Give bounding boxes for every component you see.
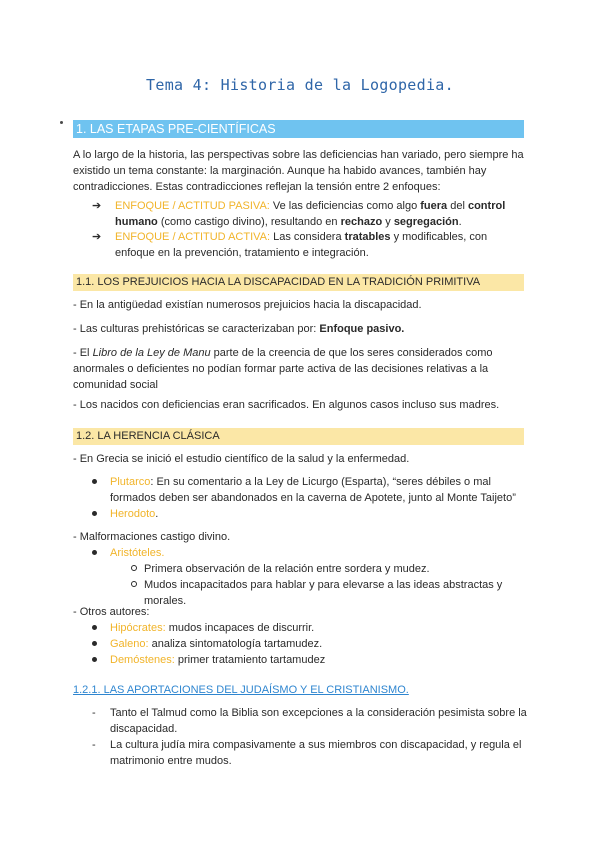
bold-text: tratables	[344, 231, 391, 243]
bullet-icon	[92, 511, 97, 516]
author-label: Hipócrates:	[110, 622, 166, 634]
text: mudos incapaces de discurrir.	[165, 622, 315, 634]
text: Las considera	[270, 231, 345, 243]
paragraph	[73, 345, 528, 393]
text: - Las culturas prehistóricas se caracterizaban por:	[73, 323, 320, 335]
author-label: Galeno:	[110, 638, 149, 650]
circle-bullet-icon	[131, 565, 137, 571]
text: analiza sintomatología tartamudez.	[148, 638, 323, 650]
text: y modificables, con enfoque en la prevención, tratamiento e integración.	[115, 231, 488, 259]
bullet-icon	[92, 550, 97, 555]
section-heading-1: 1. LAS ETAPAS PRE-CIENTÍFICAS	[73, 120, 524, 138]
section-heading-1-2-1: 1.2.1. LAS APORTACIONES DEL JUDAÍSMO Y EL CRISTIANISMO.	[73, 684, 409, 696]
circle-bullet-icon	[131, 581, 137, 587]
paragraph: - Malformaciones castigo divino.	[73, 531, 231, 543]
author-label: Herodoto	[110, 508, 156, 520]
text: Tanto el Talmud como la Biblia son excepciones a la consideración pesimista sobre la discapacidad.	[110, 707, 527, 735]
text: del	[447, 200, 468, 212]
bold-text: rechazo	[340, 216, 383, 228]
bullet-dot-icon	[60, 121, 63, 124]
bullet-icon	[92, 657, 97, 662]
text: .	[155, 508, 159, 520]
bullet-icon	[92, 479, 97, 484]
list-item	[92, 737, 528, 769]
paragraph: - En Grecia se inició el estudio científico de la salud y la enfermedad.	[73, 453, 410, 465]
arrow-icon: ➔	[92, 231, 102, 243]
list-item-herodoto	[92, 506, 528, 522]
paragraph: - En la antigüedad existían numerosos prejuicios hacia la discapacidad.	[73, 299, 422, 311]
text: Ve las deficiencias como algo	[269, 200, 421, 212]
section-heading-1-1: 1.1. LOS PREJUICIOS HACIA LA DISCAPACIDAD EN LA TRADICIÓN PRIMITIVA	[73, 274, 524, 291]
text: : En su comentario a la Ley de Licurgo (Esparta), “seres débiles o mal formados deben ser abandonados en la caverna de Apotete, junto al Monte Taijeto”	[110, 476, 516, 504]
approach-active-label: ENFOQUE / ACTITUD ACTIVA:	[115, 231, 271, 243]
text: .	[458, 216, 462, 228]
text: parte de la creencia de que los seres considerados como anormales o deficientes no podían formar parte activa de las decisiones relativas a la comunidad social	[73, 347, 493, 391]
dash-bullet-icon: -	[92, 707, 96, 719]
page-title: Tema 4: Historia de la Logopedia.	[146, 76, 454, 94]
approach-active	[92, 229, 528, 261]
text: La cultura judía mira compasivamente a sus miembros con discapacidad, y regula el matrimonio entre mudos.	[110, 739, 522, 767]
bold-text: fuera	[420, 200, 448, 212]
list-item-author	[92, 652, 528, 668]
bullet-icon	[92, 625, 97, 630]
bullet-icon	[92, 641, 97, 646]
text: y	[382, 216, 394, 228]
author-label: Demóstenes:	[110, 654, 175, 666]
paragraph: - Otros autores:	[73, 606, 150, 618]
sub-list-item	[131, 561, 531, 577]
text: - El	[73, 347, 93, 359]
list-item-aristoteles	[92, 545, 528, 561]
author-label: Aristóteles.	[110, 547, 165, 559]
approach-passive	[92, 198, 528, 230]
intro-paragraph: A lo largo de la historia, las perspectivas sobre las deficiencias han variado, pero siempre ha existido un tema constante: la marginación. Aunque ha habido avances, también hay contradicciones. Estas contradicciones reflejan la tensión entre 2 enfoques:	[73, 149, 524, 193]
dash-bullet-icon: -	[92, 739, 96, 751]
paragraph: - Los nacidos con deficiencias eran sacrificados. En algunos casos incluso sus madres.	[73, 399, 500, 411]
arrow-icon: ➔	[92, 200, 102, 212]
list-item-author	[92, 636, 528, 652]
italic-text: Libro de la Ley de Manu	[92, 347, 211, 359]
approach-passive-label: ENFOQUE / ACTITUD PASIVA:	[115, 200, 270, 212]
text: (como castigo divino), resultando en	[157, 216, 341, 228]
list-item-plutarco	[92, 474, 528, 506]
text: primer tratamiento tartamudez	[174, 654, 326, 666]
section-heading-1-2: 1.2. LA HERENCIA CLÁSICA	[73, 428, 524, 445]
list-item-author	[92, 620, 528, 636]
bold-text: Enfoque pasivo.	[319, 323, 405, 335]
author-label: Plutarco	[110, 476, 151, 488]
bold-text: segregación	[393, 216, 459, 228]
list-item	[92, 705, 528, 737]
paragraph	[73, 321, 528, 337]
text: Primera observación de la relación entre sordera y mudez.	[144, 563, 430, 575]
bold-text: control humano	[115, 200, 506, 228]
text: Mudos incapacitados para hablar y para elevarse a las ideas abstractas y morales.	[144, 579, 503, 607]
